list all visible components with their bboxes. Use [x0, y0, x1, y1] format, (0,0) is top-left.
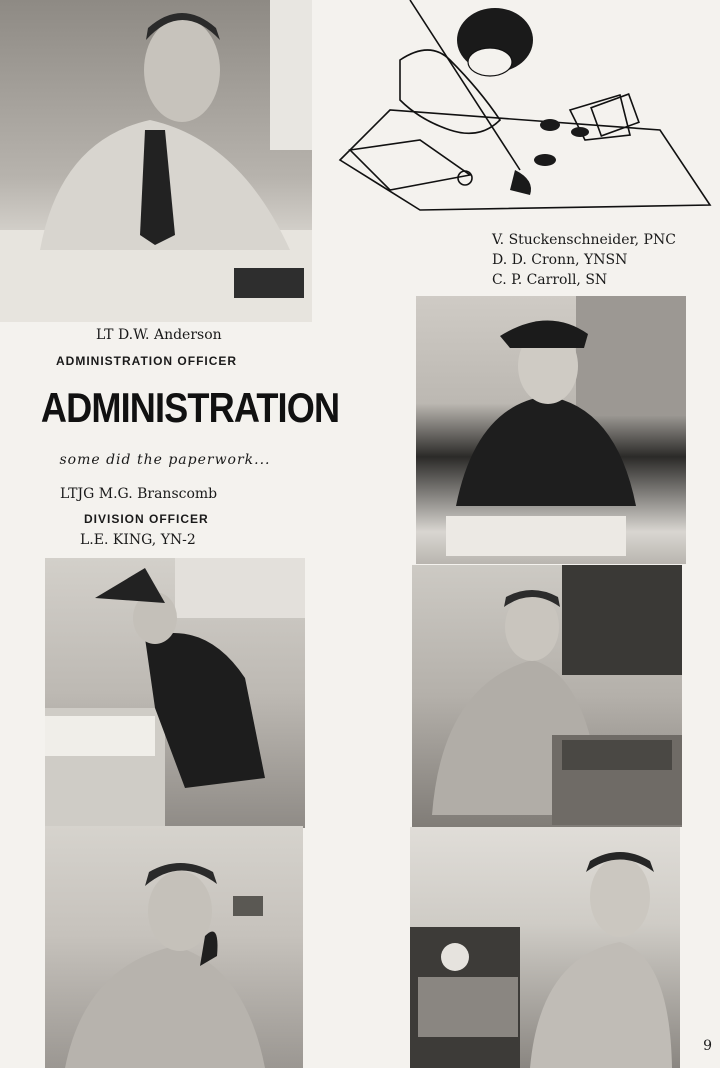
- section-title: ADMINISTRATION: [40, 384, 340, 431]
- typist-figure: [412, 565, 682, 827]
- section-tagline: some did the paperwork...: [59, 452, 271, 468]
- cartoon-caption-line-2: D. D. Cronn, YNSN: [492, 252, 628, 268]
- officer-portrait-photo: [0, 0, 312, 322]
- cartoon-illustration: [330, 0, 720, 225]
- typewriter-sailor-figure: [410, 827, 680, 1068]
- writing-sailor-photo: [45, 558, 305, 828]
- cartoon-caption-line-1: V. Stuckenschneider, PNC: [492, 232, 676, 248]
- writing-sailor-figure: [45, 558, 305, 828]
- typewriter-sailor-photo: [410, 827, 680, 1068]
- phone-officer-figure: [416, 296, 686, 564]
- typist-photo: [412, 565, 682, 827]
- phone-sailor-photo: [45, 826, 303, 1068]
- division-officer-name: LTJG M.G. Branscomb: [60, 486, 218, 502]
- officer-name: LT D.W. Anderson: [96, 327, 222, 343]
- officer-role: ADMINISTRATION OFFICER: [56, 354, 238, 368]
- division-yeoman: L.E. KING, YN-2: [80, 532, 196, 548]
- cartoon-caption-line-3: C. P. Carroll, SN: [492, 272, 608, 288]
- officer-portrait-figure: [0, 0, 312, 322]
- phone-officer-photo: [416, 296, 686, 564]
- division-officer-role: DIVISION OFFICER: [84, 512, 209, 526]
- page-number: 9: [703, 1038, 712, 1054]
- phone-sailor-figure: [45, 826, 303, 1068]
